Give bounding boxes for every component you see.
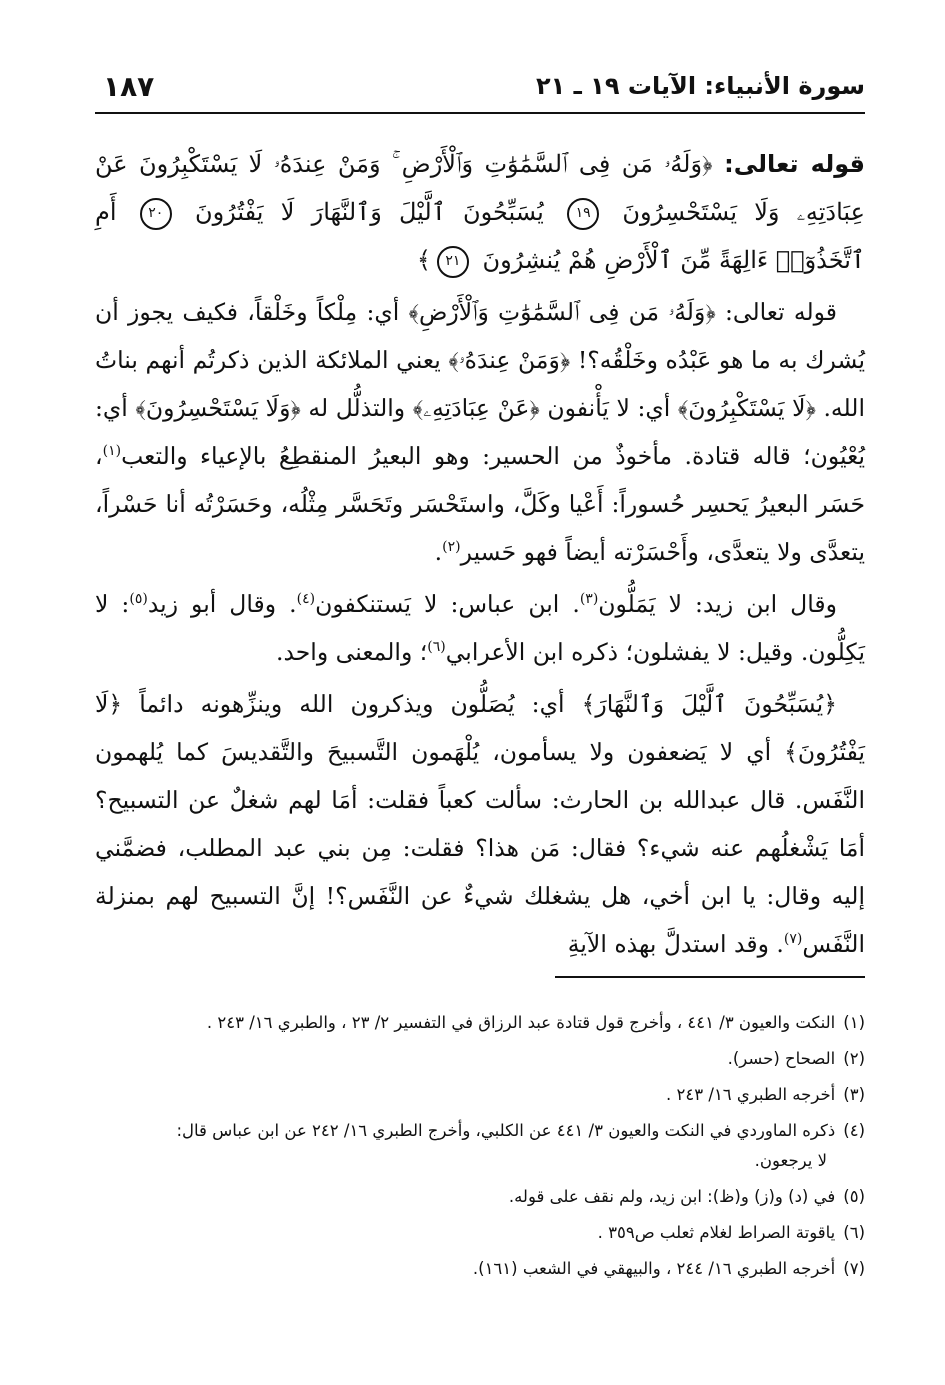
footnote-number: (١) xyxy=(843,1013,865,1032)
commentary-paragraph xyxy=(95,580,865,676)
footnote xyxy=(95,1044,865,1074)
page-number: ١٨٧ xyxy=(103,70,155,103)
footnote-text: أخرجه الطبري ١٦/ ٢٤٣ . xyxy=(666,1085,836,1104)
footnote-ref[interactable]: (٤) xyxy=(296,591,316,608)
verse-number-marker: ٢١ xyxy=(437,246,469,278)
paragraph-text: وقال ابن زيد: لا يَمَلُّون xyxy=(598,590,837,618)
commentary-paragraph xyxy=(95,680,865,968)
footnote-text: ياقوتة الصراط لغلام ثعلب ص٣٥٩ . xyxy=(597,1223,836,1242)
verse-block xyxy=(95,140,865,284)
commentary-paragraph xyxy=(95,288,865,576)
verse-number-marker: ١٩ xyxy=(567,198,599,230)
paragraph-text: . xyxy=(434,538,443,566)
footnote-number: (٦) xyxy=(843,1223,865,1242)
verse-text-3: أَمِ ٱتَّخَذُوٓا۟ ءَالِهَةً مِّنَ ٱلْأَرْضِ هُمْ يُنشِرُونَ xyxy=(95,198,865,274)
footnote-text: ذكره الماوردي في النكت والعيون ٣/ ٤٤١ عن الكلبي، وأخرج الطبري ١٦/ ٢٤٢ عن ابن عباس قال: xyxy=(176,1121,836,1140)
footnote-text: في (د) و(ز) و(ظ): ابن زيد، ولم نقف على قوله. xyxy=(508,1187,836,1206)
footnote-number: (٥) xyxy=(843,1187,865,1206)
footnote xyxy=(95,1116,865,1176)
footnote-separator xyxy=(555,976,865,978)
verse-number-marker: ٢٠ xyxy=(140,198,172,230)
main-text xyxy=(95,140,865,968)
footnotes xyxy=(95,1008,865,1290)
footnote-text: النكت والعيون ٣/ ٤٤١ ، وأخرج قول قتادة عبد الرزاق في التفسير ٢/ ٢٣ ، والطبري ١٦/ ٢٤٣ . xyxy=(206,1013,836,1032)
footnote xyxy=(95,1218,865,1248)
verse-text-1: ﴿وَلَهُۥ مَن فِى ٱلسَّمَٰوَٰتِ وَٱلْأَرْضِ ۚ وَمَنْ عِندَهُۥ لَا يَسْتَكْبِرُونَ عَنْ عِبَادَتِهِۦ وَلَا يَسْتَحْسِرُونَ xyxy=(95,150,865,226)
footnote-continuation: لا يرجعون. xyxy=(754,1151,827,1170)
verse-lead: قوله تعالى: xyxy=(724,150,865,178)
paragraph-text: ، حَسَر البعيرُ يَحسِر حُسوراً: أَعْيا وكَلَّ، واستَحْسَر وتَحَسَّر مِثْلُه، وحَسَرْتُه أنا حَسْراً، يتعدَّى ولا يتعدَّى، وأَحْسَرْته أيضاً فهو حَسير xyxy=(95,442,865,566)
footnote xyxy=(95,1182,865,1212)
footnote-ref[interactable]: (٦) xyxy=(427,639,446,656)
footnote-ref[interactable]: (١) xyxy=(102,443,122,460)
running-header xyxy=(95,64,865,114)
header-title: سورة الأنبياء: الآيات ١٩ ـ ٢١ xyxy=(535,72,865,100)
footnote-ref[interactable]: (٥) xyxy=(129,591,148,608)
footnote-text: أخرجه الطبري ١٦/ ٢٤٤ ، والبيهقي في الشعب (١٦١). xyxy=(472,1259,836,1278)
paragraph-text: . وقد استدلَّ بهذه الآيةِ xyxy=(567,930,784,958)
footnote-number: (٢) xyxy=(843,1049,865,1068)
paragraph-text: . ابن عباس: لا يَستنكفون xyxy=(315,590,580,618)
footnote xyxy=(95,1254,865,1284)
footnote-ref[interactable]: (٢) xyxy=(442,539,461,556)
paragraph-text: ؛ والمعنى واحد. xyxy=(275,638,428,666)
footnote-number: (٧) xyxy=(843,1259,865,1278)
footnote-ref[interactable]: (٧) xyxy=(783,931,803,948)
footnote xyxy=(95,1008,865,1038)
footnote-number: (٤) xyxy=(843,1121,865,1140)
paragraph-text: . وقال أبو زيد xyxy=(147,590,297,618)
paragraph-text: قوله تعالى: ﴿وَلَهُۥ مَن فِى ٱلسَّمَٰوَٰتِ وَٱلْأَرْضِ﴾ أي: مِلْكاً وخَلْقاً، فكيف يجوز أن يُشرك به ما هو عَبْدُه وخَلْقُه؟! ﴿وَمَنْ عِندَهُۥ﴾ يعني الملائكة الذين ذكرتُم أنهم بناتُ الله. ﴿لَا يَسْتَكْبِرُونَ﴾ أي: لا يَأْنفون ﴿عَنْ عِبَادَتِهِۦ﴾ والتذلُّل له ﴿وَلَا يَسْتَحْسِرُونَ﴾ أي: يُعْيُون؛ قاله قتادة. مأخوذٌ من الحسير: وهو البعيرُ المنقطِعُ بالإعياء والتعب xyxy=(95,298,865,470)
verse-text-2: يُسَبِّحُونَ ٱلَّيْلَ وَٱلنَّهَارَ لَا يَفْتُرُونَ xyxy=(194,198,544,226)
footnote xyxy=(95,1080,865,1110)
verse-close-bracket: ﴾ xyxy=(416,246,431,274)
footnote-text: الصحاح (حسر). xyxy=(727,1049,836,1068)
footnote-number: (٣) xyxy=(843,1085,865,1104)
footnote-ref[interactable]: (٣) xyxy=(579,591,599,608)
paragraph-text: ﴿يُسَبِّحُونَ ٱلَّيْلَ وَٱلنَّهَارَ﴾ أي: يُصَلُّون ويذكرون الله وينزِّهونه دائماً ﴿لَا يَفْتُرُونَ﴾ أي لا يَضعفون ولا يسأمون، يُلْهَمون التَّسبيحَ والتَّقديسَ كما يُلهمون النَّفَس. قال عبدالله بن الحارث: سألت كعباً فقلت: أمَا لهم شغلٌ عن التسبيح؟ أمَا يَشْغلُهم عنه شيء؟ فقال: مَن هذا؟ فقلت: مِن بني عبد المطلب، فضمَّني إليه وقال: يا ابن أخي، هل يشغلك شيءٌ عن النَّفَس؟! إنَّ التسبيح لهم بمنزلة النَّفَس xyxy=(95,690,866,958)
paragraph-text: : لا يَكِلُّون. وقيل: لا يفشلون؛ ذكره ابن الأعرابي xyxy=(95,590,865,666)
